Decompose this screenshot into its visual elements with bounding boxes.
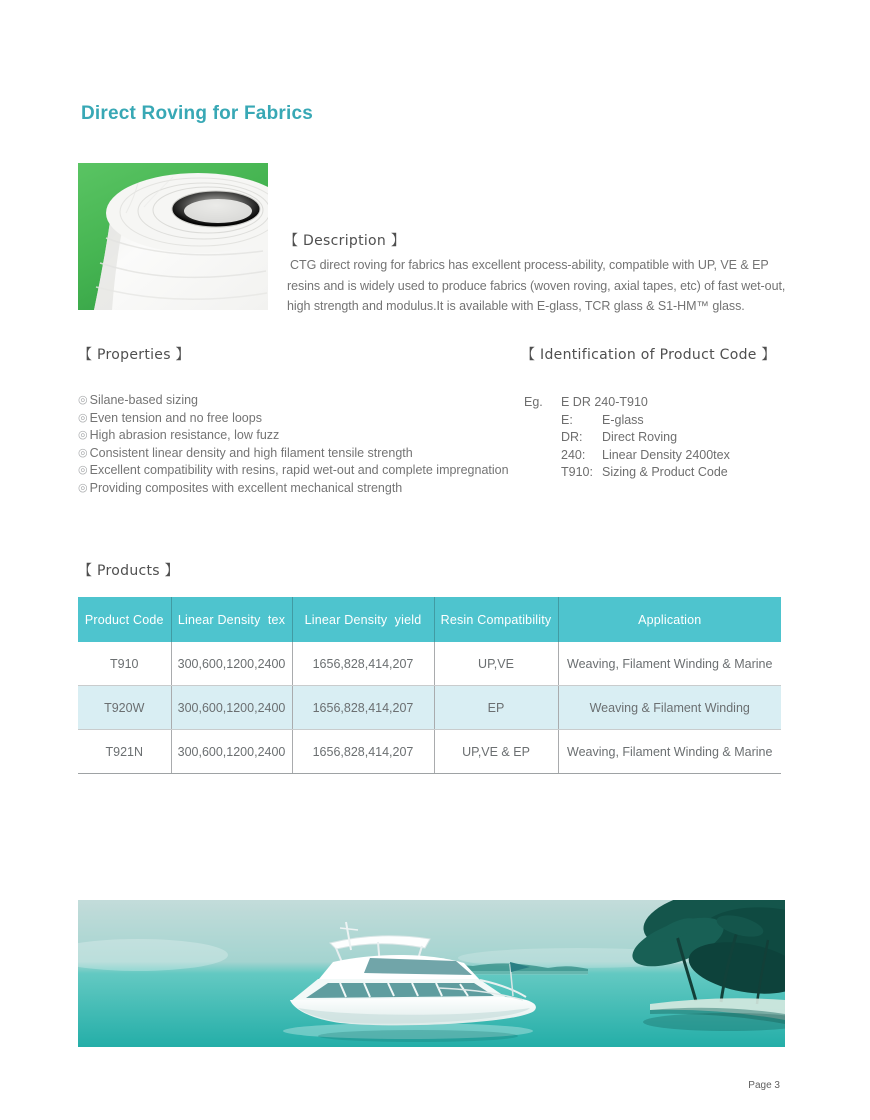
description-text: CTG direct roving for fabrics has excellent process-ability, compatible with UP, VE & EP resins and is widely used to produce fabrics (woven roving, axial tapes, etc) of fast wet-out, high strength and modulus.It is available with E-glass, TCR glass & S1-HM™ glass. (287, 258, 786, 313)
cell-linear-density-yield: 1656,828,414,207 (292, 686, 434, 730)
product-photo (78, 163, 268, 310)
products-heading: 【 Products 】 (78, 563, 179, 579)
list-item (78, 480, 523, 498)
property-text: Providing composites with excellent mechanical strength (89, 480, 403, 495)
example-label: Eg. (524, 395, 543, 409)
table-header-row (78, 597, 781, 642)
column-header: Product Code (78, 597, 171, 642)
table-row (78, 730, 781, 774)
code-term: T910: (561, 465, 593, 479)
cell-application: Weaving & Filament Winding (558, 686, 781, 730)
cell-application: Weaving, Filament Winding & Marine (558, 730, 781, 774)
cell-resin-compatibility: EP (434, 686, 558, 730)
cell-resin-compatibility: UP,VE (434, 642, 558, 686)
cell-application: Weaving, Filament Winding & Marine (558, 642, 781, 686)
code-definition: Sizing & Product Code (602, 465, 728, 479)
ring-bullet-icon: ◎ (78, 480, 88, 494)
cell-linear-density-tex: 300,600,1200,2400 (171, 642, 292, 686)
ring-bullet-icon: ◎ (78, 445, 88, 459)
code-definition: Linear Density 2400tex (602, 447, 730, 462)
cell-resin-compatibility: UP,VE & EP (434, 730, 558, 774)
roving-spool-image (78, 163, 268, 310)
property-text: High abrasion resistance, low fuzz (89, 428, 280, 443)
column-header: Linear Density tex (171, 597, 292, 642)
ring-bullet-icon: ◎ (78, 410, 88, 424)
ring-bullet-icon: ◎ (78, 463, 88, 477)
code-definition: E-glass (602, 412, 644, 427)
cell-linear-density-yield: 1656,828,414,207 (292, 642, 434, 686)
list-item (78, 410, 523, 428)
product-code-example (524, 394, 791, 482)
palm-island (626, 900, 785, 1031)
cell-product-code: T921N (78, 730, 171, 774)
ring-bullet-icon: ◎ (78, 393, 88, 406)
table-row (78, 686, 781, 730)
cell-product-code: T910 (78, 642, 171, 686)
page-number: Page 3 (748, 1080, 780, 1091)
list-item (78, 462, 523, 480)
example-code: E DR 240-T910 (561, 395, 648, 409)
code-term: 240: (561, 447, 586, 462)
identification-section (521, 344, 791, 482)
description-heading: 【 Description 】 (284, 233, 406, 249)
products-table (78, 597, 781, 774)
column-header: Application (558, 597, 781, 642)
list-item (78, 392, 523, 410)
properties-list (78, 392, 523, 498)
properties-section (78, 344, 523, 498)
code-definition: Direct Roving (602, 430, 678, 444)
page-title: Direct Roving for Fabrics (81, 103, 313, 124)
property-text: Even tension and no free loops (89, 410, 262, 425)
code-term: DR: (561, 430, 583, 444)
identification-heading: 【 Identification of Product Code 】 (521, 347, 776, 363)
yacht-scene-image (78, 900, 785, 1047)
column-header: Linear Density yield (292, 597, 434, 642)
list-item (78, 445, 523, 463)
code-term: E: (561, 412, 573, 427)
property-text: Excellent compatibility with resins, rapid wet-out and complete impregnation (89, 463, 509, 478)
cell-linear-density-yield: 1656,828,414,207 (292, 730, 434, 774)
cell-linear-density-tex: 300,600,1200,2400 (171, 730, 292, 774)
property-text: Consistent linear density and high filament tensile strength (89, 445, 413, 460)
column-header: Resin Compatibility (434, 597, 558, 642)
ring-bullet-icon: ◎ (78, 428, 88, 442)
property-text: Silane-based sizing (89, 393, 199, 407)
scene-photo (78, 900, 785, 1047)
properties-heading: 【 Properties 】 (78, 347, 190, 363)
cell-product-code: T920W (78, 686, 171, 730)
table-row (78, 642, 781, 686)
list-item (78, 427, 523, 445)
cell-linear-density-tex: 300,600,1200,2400 (171, 686, 292, 730)
